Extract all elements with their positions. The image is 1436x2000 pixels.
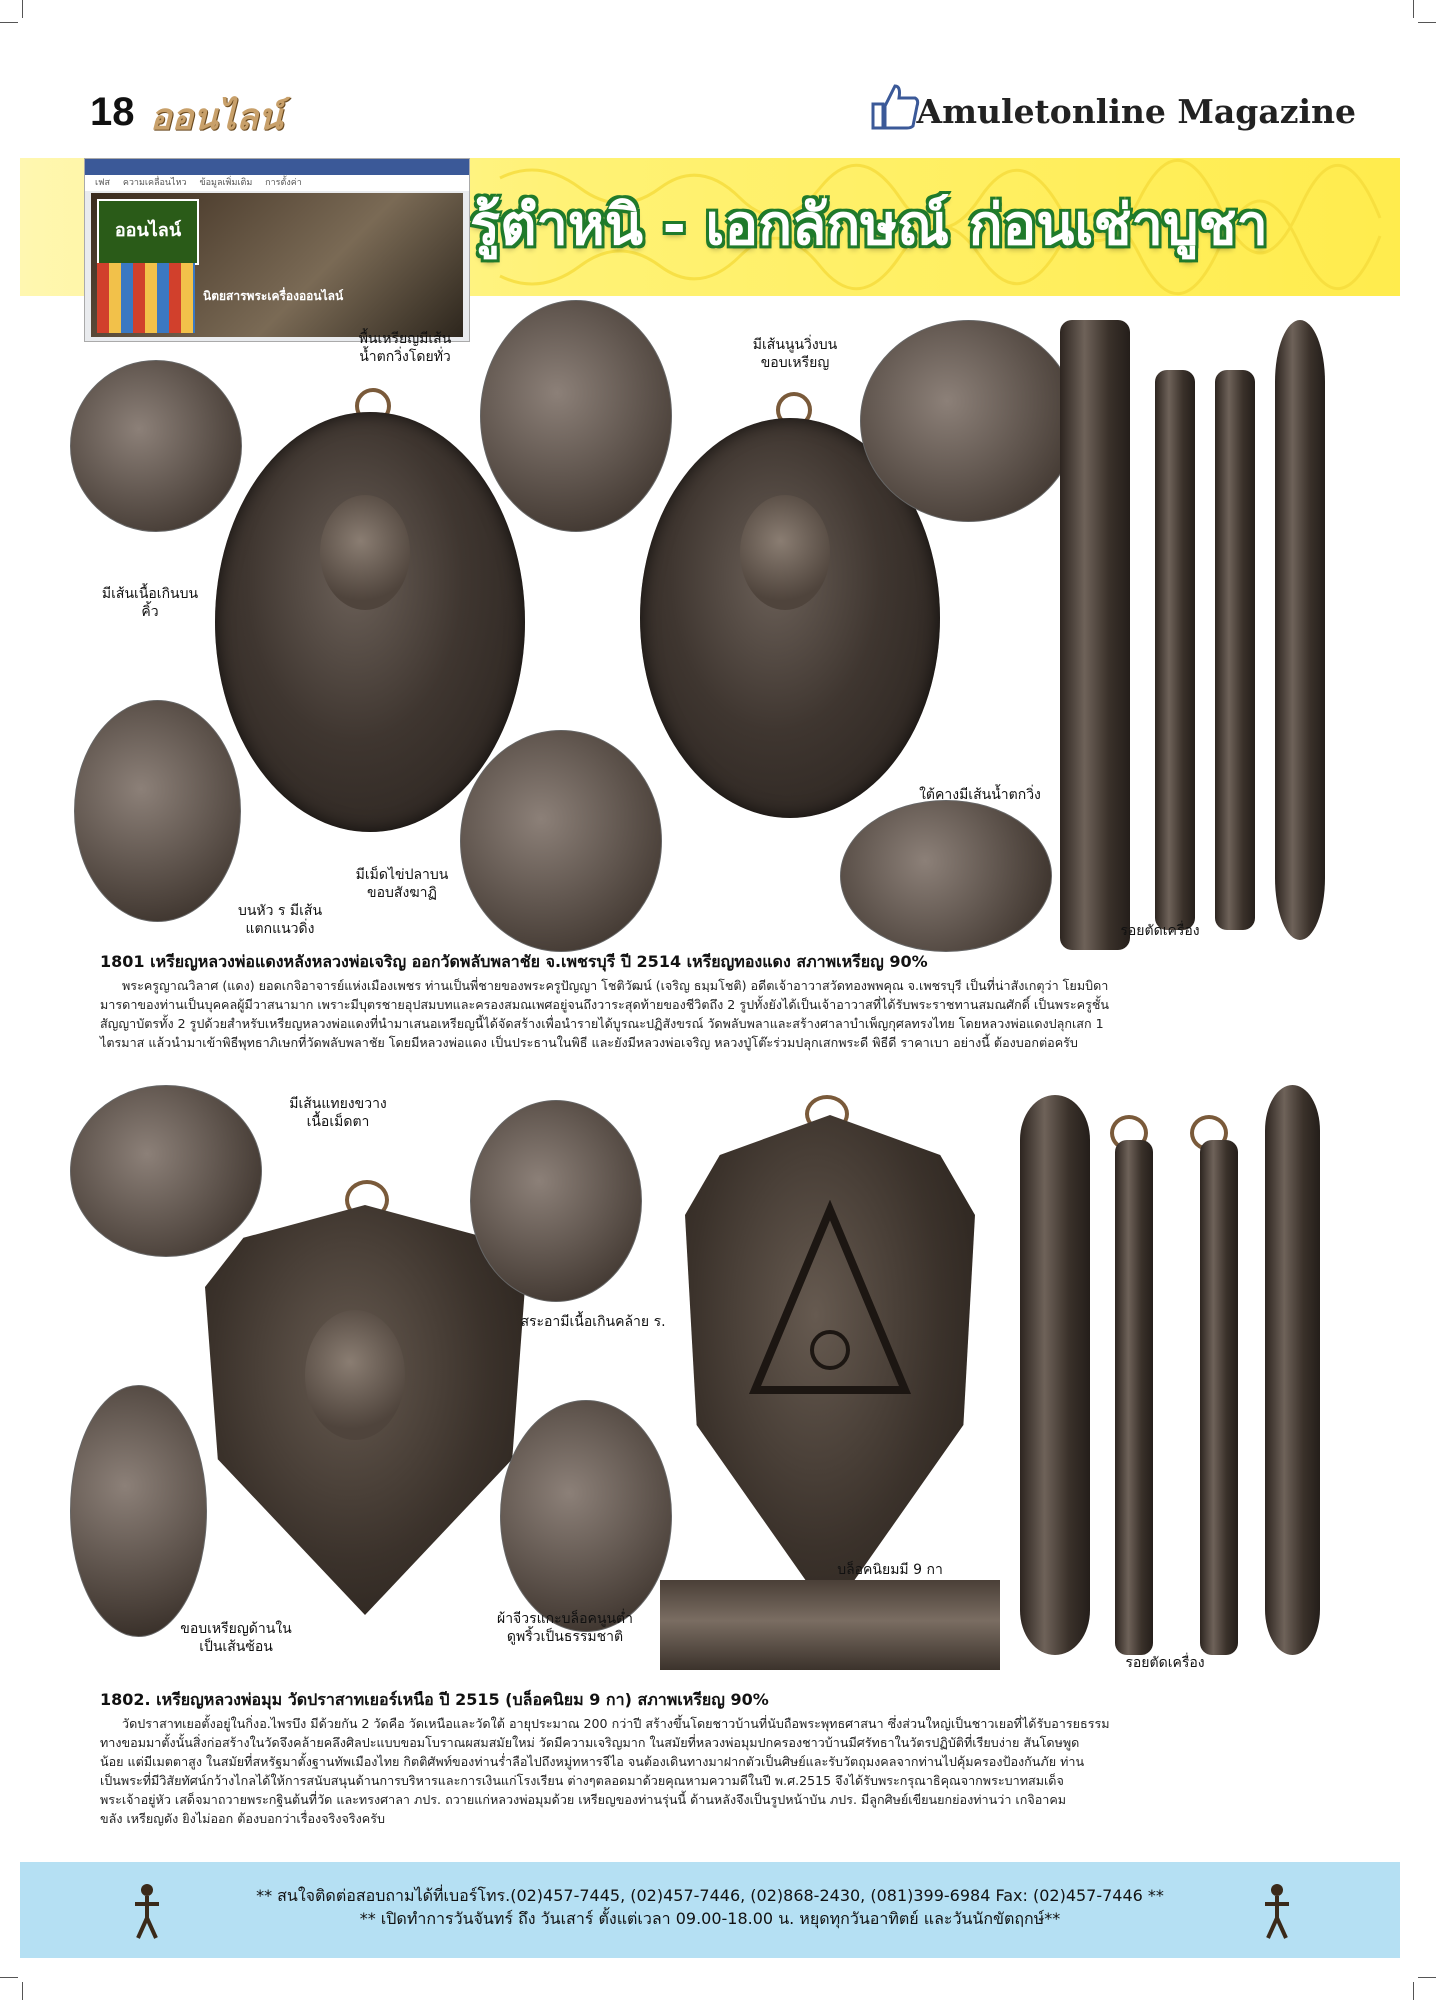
medal-edge-view: [1020, 1095, 1090, 1655]
caption-1801-6: บนหัว ร มีเส้นแตกแนวดิ่ง: [237, 903, 323, 937]
brand-logo: ออนไลน์: [150, 96, 283, 138]
caption-1801-1: พื้นเหรียญมีเส้นน้ำตกวิ่งโดยทั่ว: [358, 331, 452, 365]
contact-phone-line: ** สนใจติดต่อสอบถามได้ที่เบอร์โทร.(02)457-7445, (02)457-7446, (02)868-2430, (081)399-6984 Fax: (02)457-7446 **: [256, 1886, 1164, 1905]
caption-1802-4: ผ้าจีวรแกะบล็อคนูนต่ำดูพริ้วเป็นธรรมชาติ: [496, 1611, 633, 1645]
contact-hours-line: ** เปิดทำการวันจันทร์ ถึง วันเสาร์ ตั้งแต่เวลา 09.00-18.00 น. หยุดทุกวันอาทิตย์ และวันนักขัตฤกษ์**: [359, 1909, 1061, 1928]
caption-1802-3: บล็อคนิยมมี 9 กา: [837, 1562, 943, 1578]
banner-title: รู้ตำหนิ - เอกลักษณ์ ก่อนเช่าบูชา: [470, 193, 1268, 258]
medal-edge-view: [1155, 370, 1195, 930]
magazine-title: Amuletonline Magazine: [916, 92, 1356, 131]
caption-1801-2: มีเส้นเนื้อเกินบนคิ้ว: [101, 586, 199, 620]
facebook-bar: [85, 159, 469, 175]
contact-footer: [20, 1862, 1400, 1958]
crop-mark: [0, 22, 18, 23]
zoom-sara-a: [470, 1100, 642, 1302]
monk-portrait-back: [740, 495, 830, 610]
body-line: เป็นพระที่มีวิสัยทัศน์กว้างไกลได้ให้การสนับสนุนด้านการบริหารและการเงินแก่โรงเรียน ต่างๆตลอดมาด้วยคุณหามความดีในปี พ.ศ.2515 จึงได้รับพระกรุณาธิคุณจากพระบาทสมเด็จ: [100, 1773, 1064, 1788]
thumbs-up-icon: [871, 82, 921, 130]
zoom-eye: [70, 1085, 262, 1257]
crop-mark: [1418, 22, 1436, 23]
monk-portrait-front: [320, 495, 410, 610]
body-line: มารดาของท่านเป็นบุคคลผู้มีวาสนามาก เพราะมีบุตรชายอุปสมบทและครองสมณเพศอยู่จนถึงวาระสุดท้ายของชีวิตถึง 2 รูปทั้งยังได้เป็นเจ้าอาวาสที่ได้รับพระราชทานสมณศักดิ์ เป็นพระครูชั้น: [100, 997, 1110, 1012]
caption-1801-4: ใต้คางมีเส้นน้ำตกวิ่ง: [919, 787, 1041, 803]
caption-1802-1: มีเส้นแทยงขวางเนื้อเม็ดตา: [289, 1096, 387, 1130]
zoom-robe-edge: [460, 730, 662, 952]
thai-dancer-icon: [1260, 1882, 1294, 1940]
zoom-rim: [860, 320, 1077, 522]
body-line: ขลัง เหรียญดัง ยิงไม่ออก ต้องบอกว่าเรื่องจริงจริงครับ: [100, 1811, 385, 1826]
medal-edge-view: [1275, 320, 1325, 940]
amulet-1802-photo-group: [60, 1085, 1400, 1675]
zoom-eyebrow: [70, 360, 242, 532]
triangle-emblem: [745, 1200, 915, 1410]
zoom-robe-1802: [500, 1400, 672, 1632]
monk-portrait-1802: [305, 1310, 405, 1440]
medal-edge-view: [1115, 1140, 1153, 1655]
item-1802-title: 1802. เหรียญหลวงพ่อมุม วัดปราสาทเยอร์เหนือ ปี 2515 (บล็อคนิยม 9 กา) สภาพเหรียญ 90%: [100, 1690, 769, 1709]
facebook-nav: [85, 175, 469, 191]
zoom-letter-ro: [74, 700, 241, 922]
fb-nav-item[interactable]: ความเคลื่อนไหว: [122, 178, 187, 188]
medal-1801-front: [215, 412, 525, 832]
item-1802-body: [100, 1714, 1370, 1828]
caption-1802-6: รอยตัดเครื่อง: [1125, 1655, 1205, 1671]
caption-1801-3: มีเส้นนูนวิ่งบนขอบเหรียญ: [752, 337, 838, 371]
zoom-rim-1802: [70, 1385, 207, 1637]
body-line: พระเจ้าอยู่หัว เสด็จมาถวายพระกฐินต้นที่วัด และทรงศาลา ภปร. ถวายแก่หลวงพ่อมุมด้วย เหรียญของท่านรุ่นนี้ ด้านหลังจึงเป็นรูปหน้าบัน ภปร. มีลูกศิษย์เขียนยกย่องท่านว่า เกจิอาคม: [100, 1792, 1067, 1807]
body-line: สัญญาบัตรทั้ง 2 รูปด้วยสำหรับเหรียญหลวงพ่อแดงที่นำมาเสนอเหรียญนี้ได้จัดสร้างเพื่อนำรายได้บูรณะปฏิสังขรณ์ วัดพลับพลาและสร้างศาลาบำเพ็ญกุศลทรงไทย โดยหลวงพ่อแดงปลุกเสก 1: [100, 1016, 1104, 1031]
caption-1801-7: รอยตัดเครื่อง: [1120, 923, 1200, 939]
item-1801-body: [100, 976, 1370, 1052]
medal-edge-view: [1265, 1085, 1320, 1655]
caption-1801-5: มีเม็ดไข่ปลาบนขอบสังฆาฏิ: [355, 867, 449, 901]
body-line: ทางขอมมาตั้งนั้นสิ่งก่อสร้างในวัดจึงคล้ายคลึงศิลปะแบบขอมโบราณผสมสมัยใหม่ วัดมีความเจริญมาก ในสมัยที่หลวงพ่อมุมปกครองชาวบ้านมีศรัทธาในวัตรปฏิบัติที่เรียบง่าย สันโดษพูด: [100, 1735, 1080, 1750]
fb-nav-item[interactable]: การตั้งค่า: [265, 178, 302, 188]
body-line: พระครูญาณวิลาศ (แดง) ยอดเกจิอาจารย์แห่งเมืองเพชร ท่านเป็นพี่ชายของพระครูปัญญา โชติวัฒน์ (เจริญ ธมฺมโชติ) อดีตเจ้าอาวาสวัดทองพพคุณ จ.เพชรบุรี เป็นที่น่าสังเกตุว่า โยมบิดา: [122, 978, 1109, 993]
crop-mark: [1413, 1982, 1414, 2000]
caption-1802-5: ขอบเหรียญด้านในเป็นเส้นซ้อน: [180, 1621, 292, 1655]
caption-1802-2: สระอามีเนื้อเกินคล้าย ร.: [520, 1314, 666, 1330]
medal-edge-view: [1060, 320, 1130, 950]
crop-mark: [0, 1977, 18, 1978]
crop-mark: [22, 1982, 23, 2000]
body-line: น้อย แต่มีเมตตาสูง ในสมัยที่สหรัฐมาตั้งฐานทัพเมืองไทย กิตติศัพท์ของท่านร่ำลือไปถึงหมู่ทหารจีไอ จนต้องเดินทางมาฝากตัวเป็นศิษย์และรับวัตถุมงคลจากท่านไปคุ้มครองป้องกันภัย ท่าน: [100, 1754, 1085, 1769]
item-1801-title: 1801 เหรียญหลวงพ่อแดงหลังหลวงพ่อเจริญ ออกวัดพลับพลาชัย จ.เพชรบุรี ปี 2514 เหรียญทองแดง สภาพเหรียญ 90%: [100, 952, 928, 971]
zoom-chin: [840, 800, 1052, 952]
zoom-inscription: [480, 300, 672, 532]
crop-mark: [1413, 0, 1414, 18]
fb-nav-item[interactable]: ข้อมูลเพิ่มเติม: [199, 178, 253, 188]
body-line: ไตรมาส แล้วนำมาเข้าพิธีพุทธาภิเษกที่วัดพลับพลาชัย โดยมีหลวงพ่อแดง เป็นประธานในพิธี และยังมีหลวงพ่อเจริญ หลวงปู่โต๊ะร่วมปลุกเสกพระดี พิธีดี ราคาเบา อย่างนี้ ต้องบอกต่อครับ: [100, 1035, 1078, 1050]
facebook-page-name: นิตยสารพระเครื่องออนไลน์: [203, 289, 344, 303]
zoom-9-ka-block: [660, 1580, 1000, 1670]
body-line: วัดปราสาทเยอตั้งอยู่ในกิ่งอ.ไพรบึง มีด้วยกัน 2 วัดคือ วัดเหนือและวัดใต้ อายุประมาณ 200 กว่าปี สร้างขึ้นโดยชาวบ้านที่นับถือพระพุทธศาสนา ซึ่งส่วนใหญ่เป็นชาวเยอที่ได้รับอารยธรรม: [122, 1716, 1110, 1731]
thai-dancer-icon: [130, 1882, 164, 1940]
medal-edge-view: [1200, 1140, 1238, 1655]
crop-mark: [1418, 1977, 1436, 1978]
fb-nav-item[interactable]: เฟส: [95, 178, 110, 188]
amulet-1801-photo-group: [60, 300, 1400, 950]
facebook-profile-logo: ออนไลน์: [97, 199, 199, 265]
medal-edge-view: [1215, 370, 1255, 930]
crop-mark: [22, 0, 23, 18]
page-number: 18: [90, 90, 135, 134]
